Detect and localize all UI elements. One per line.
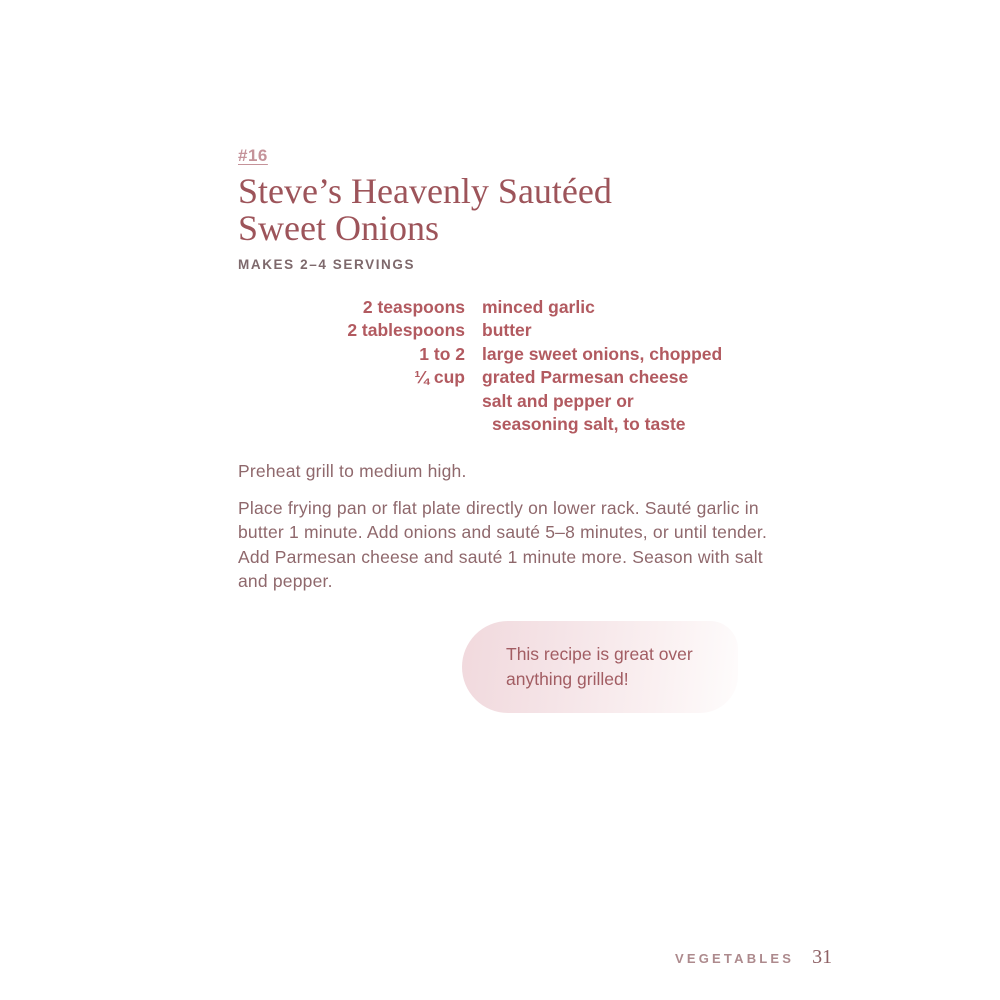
ingredient-quantity: 1 to 2 [419, 343, 465, 364]
ingredient-quantity [238, 390, 465, 437]
ingredient-quantity: 2 tablespoons [347, 320, 465, 341]
instructions [238, 459, 783, 594]
instruction-paragraph: Place frying pan or flat plate directly on lower rack. Sauté garlic in butter 1 minute. Add onions and sauté 5–8 minutes, or until tender. Add Parmesan cheese and sauté 1 minute more. Season with salt and pepper. [238, 497, 768, 592]
ingredient-name: salt and pepper or seasoning salt, to taste [482, 390, 686, 435]
servings-note: MAKES 2–4 SERVINGS [238, 257, 416, 272]
ingredient-name: large sweet onions, chopped [482, 343, 723, 364]
page-footer [675, 946, 832, 969]
callout-box [462, 621, 738, 713]
ingredient-quantity: 2 teaspoons [362, 297, 465, 317]
callout-text: This recipe is great over anything grilled! [506, 644, 693, 689]
recipe-title-line: Steve’s Heavenly Sautéed [238, 171, 612, 211]
ingredients-list [238, 296, 798, 436]
instruction-paragraph: Preheat grill to medium high. [238, 461, 467, 482]
ingredient-name: minced garlic [482, 297, 595, 317]
ingredient-name: butter [482, 320, 532, 341]
ingredient-name: grated Parmesan cheese [482, 367, 689, 388]
recipe-title-line: Sweet Onions [238, 208, 439, 248]
recipe-content [238, 146, 798, 606]
ingredient-quantity: ¼ cup [414, 367, 465, 388]
recipe-number: #16 [238, 146, 268, 165]
footer-page-number: 31 [812, 946, 833, 968]
footer-section-label: VEGETABLES [675, 951, 795, 966]
recipe-title [238, 173, 798, 247]
